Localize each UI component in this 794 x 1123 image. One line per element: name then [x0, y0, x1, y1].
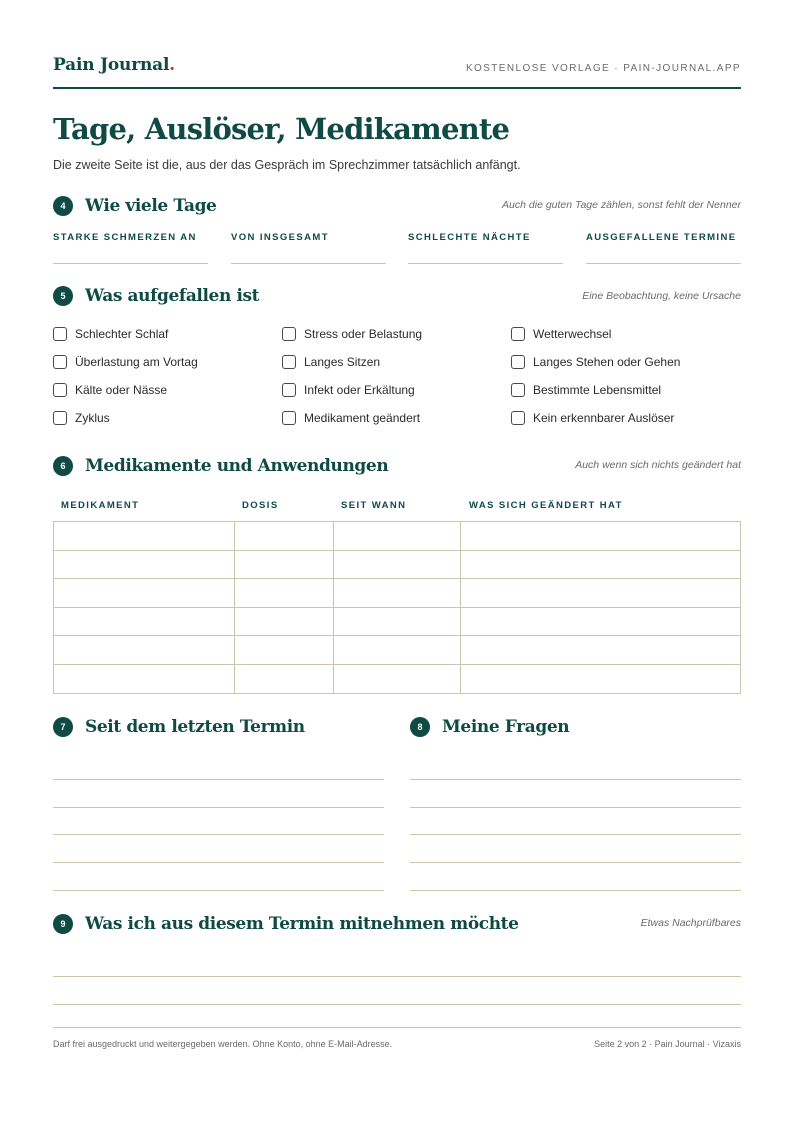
- write-line-bad-nights[interactable]: [408, 263, 563, 264]
- write-line[interactable]: [53, 862, 384, 863]
- section-heading-takeaway: [53, 914, 519, 934]
- checkbox-label: Wetterwechsel: [533, 327, 612, 341]
- checkbox-icon[interactable]: [511, 327, 525, 341]
- table-cell[interactable]: [234, 579, 333, 608]
- trigger-checkbox[interactable]: [53, 411, 110, 425]
- table-cell[interactable]: [461, 664, 741, 693]
- field-label-severe-pain: STARKE SCHMERZEN AN: [53, 232, 197, 243]
- section-number: 7: [53, 717, 73, 737]
- table-row: [54, 579, 741, 608]
- write-line-severe-pain[interactable]: [53, 263, 208, 264]
- section-title: Meine Fragen: [442, 717, 570, 737]
- trigger-checkbox[interactable]: [282, 327, 422, 341]
- header-divider: [53, 87, 741, 89]
- checkbox-icon[interactable]: [511, 355, 525, 369]
- trigger-checkbox[interactable]: [511, 411, 674, 425]
- write-line[interactable]: [53, 976, 741, 977]
- write-line[interactable]: [410, 862, 741, 863]
- table-row: [54, 664, 741, 693]
- section-heading-medications: [53, 456, 388, 476]
- field-label-bad-nights: SCHLECHTE NÄCHTE: [408, 232, 531, 243]
- brand-dot: .: [169, 55, 175, 75]
- section-hint: Etwas Nachprüfbares: [640, 917, 741, 929]
- table-cell[interactable]: [461, 579, 741, 608]
- write-line[interactable]: [410, 834, 741, 835]
- section-number: 9: [53, 914, 73, 934]
- write-line[interactable]: [53, 834, 384, 835]
- section-title: Seit dem letzten Termin: [85, 717, 305, 737]
- header-tagline: KOSTENLOSE VORLAGE · PAIN-JOURNAL.APP: [465, 63, 741, 74]
- checkbox-icon[interactable]: [511, 411, 525, 425]
- brand-name: Pain Journal: [53, 55, 170, 75]
- table-cell[interactable]: [54, 664, 235, 693]
- table-cell[interactable]: [54, 607, 235, 636]
- table-cell[interactable]: [333, 522, 461, 551]
- write-line[interactable]: [53, 1004, 741, 1005]
- checkbox-icon[interactable]: [511, 383, 525, 397]
- checkbox-label: Langes Sitzen: [304, 355, 381, 369]
- checkbox-label: Kälte oder Nässe: [75, 383, 168, 397]
- table-cell[interactable]: [333, 607, 461, 636]
- table-cell[interactable]: [234, 550, 333, 579]
- brand-logo: [53, 55, 175, 75]
- checkbox-label: Überlastung am Vortag: [75, 355, 198, 369]
- footer-license-note: Darf frei ausgedruckt und weitergegeben werden. Ohne Konto, ohne E-Mail-Adresse.: [53, 1039, 393, 1049]
- checkbox-icon[interactable]: [282, 411, 296, 425]
- page-subtitle: Die zweite Seite ist die, aus der das Gespräch im Sprechzimmer tatsächlich anfängt.: [53, 158, 521, 172]
- column-header-what-changed: WAS SICH GEÄNDERT HAT: [469, 500, 623, 511]
- medication-table: [53, 521, 741, 694]
- table-cell[interactable]: [234, 522, 333, 551]
- section-heading-my-questions: [410, 717, 569, 737]
- table-cell[interactable]: [333, 664, 461, 693]
- write-line[interactable]: [410, 807, 741, 808]
- trigger-checkbox[interactable]: [53, 355, 198, 369]
- trigger-checkbox[interactable]: [511, 383, 661, 397]
- table-cell[interactable]: [333, 550, 461, 579]
- table-cell[interactable]: [461, 522, 741, 551]
- section-heading-triggers: [53, 286, 259, 306]
- field-label-missed-appointments: AUSGEFALLENE TERMINE: [586, 232, 737, 243]
- table-cell[interactable]: [234, 664, 333, 693]
- checkbox-label: Stress oder Belastung: [304, 327, 423, 341]
- checkbox-icon[interactable]: [53, 411, 67, 425]
- table-cell[interactable]: [461, 607, 741, 636]
- checkbox-icon[interactable]: [282, 355, 296, 369]
- table-row: [54, 550, 741, 579]
- column-header-dose: DOSIS: [242, 500, 279, 511]
- section-number: 4: [53, 196, 73, 216]
- trigger-checkbox[interactable]: [282, 355, 380, 369]
- table-row: [54, 607, 741, 636]
- table-row: [54, 522, 741, 551]
- section-title: Was ich aus diesem Termin mitnehmen möchte: [85, 914, 519, 934]
- column-header-since-when: SEIT WANN: [341, 500, 407, 511]
- table-cell[interactable]: [461, 636, 741, 665]
- checkbox-icon[interactable]: [53, 355, 67, 369]
- trigger-checkbox[interactable]: [53, 327, 168, 341]
- section-number: 8: [410, 717, 430, 737]
- table-cell[interactable]: [461, 550, 741, 579]
- checkbox-label: Infekt oder Erkältung: [304, 383, 415, 397]
- checkbox-icon[interactable]: [282, 327, 296, 341]
- table-cell[interactable]: [54, 579, 235, 608]
- table-row: [54, 636, 741, 665]
- table-cell[interactable]: [54, 550, 235, 579]
- section-hint: Auch wenn sich nichts geändert hat: [575, 459, 741, 471]
- checkbox-label: Medikament geändert: [304, 411, 421, 425]
- section-title: Was aufgefallen ist: [85, 286, 260, 306]
- trigger-checkbox[interactable]: [282, 411, 420, 425]
- section-hint: Eine Beobachtung, keine Ursache: [582, 290, 741, 302]
- table-cell[interactable]: [54, 636, 235, 665]
- footer-divider: [53, 1027, 741, 1028]
- table-cell[interactable]: [234, 636, 333, 665]
- checkbox-icon[interactable]: [53, 383, 67, 397]
- section-heading-since-last-appointment: [53, 717, 305, 737]
- table-cell[interactable]: [333, 579, 461, 608]
- section-title: Medikamente und Anwendungen: [85, 456, 389, 476]
- section-number: 5: [53, 286, 73, 306]
- table-cell[interactable]: [234, 607, 333, 636]
- field-label-total: VON INSGESAMT: [231, 232, 329, 243]
- write-line-missed-appointments[interactable]: [586, 263, 741, 264]
- write-line[interactable]: [53, 807, 384, 808]
- footer-page-info: Seite 2 von 2 · Pain Journal · Vizaxis: [594, 1039, 741, 1049]
- trigger-checkbox[interactable]: [53, 383, 167, 397]
- checkbox-icon[interactable]: [282, 383, 296, 397]
- checkbox-label: Zyklus: [75, 411, 110, 425]
- column-header-medication: MEDIKAMENT: [61, 500, 140, 511]
- checkbox-label: Bestimmte Lebensmittel: [533, 383, 662, 397]
- journal-page: [53, 0, 741, 1123]
- section-heading-days: [53, 196, 216, 216]
- table-cell[interactable]: [54, 522, 235, 551]
- write-line[interactable]: [410, 890, 741, 891]
- checkbox-label: Schlechter Schlaf: [75, 327, 169, 341]
- trigger-checkbox[interactable]: [511, 327, 611, 341]
- checkbox-label: Langes Stehen oder Gehen: [533, 355, 681, 369]
- section-title: Wie viele Tage: [85, 196, 217, 216]
- checkbox-icon[interactable]: [53, 327, 67, 341]
- section-number: 6: [53, 456, 73, 476]
- section-hint: Auch die guten Tage zählen, sonst fehlt der Nenner: [502, 199, 741, 211]
- write-line[interactable]: [53, 890, 384, 891]
- page-title: Tage, Auslöser, Medikamente: [53, 112, 510, 146]
- trigger-checkbox[interactable]: [511, 355, 680, 369]
- write-line[interactable]: [53, 779, 384, 780]
- write-line[interactable]: [410, 779, 741, 780]
- checkbox-label: Kein erkennbarer Auslöser: [533, 411, 675, 425]
- write-line-total[interactable]: [231, 263, 386, 264]
- trigger-checkbox[interactable]: [282, 383, 415, 397]
- table-cell[interactable]: [333, 636, 461, 665]
